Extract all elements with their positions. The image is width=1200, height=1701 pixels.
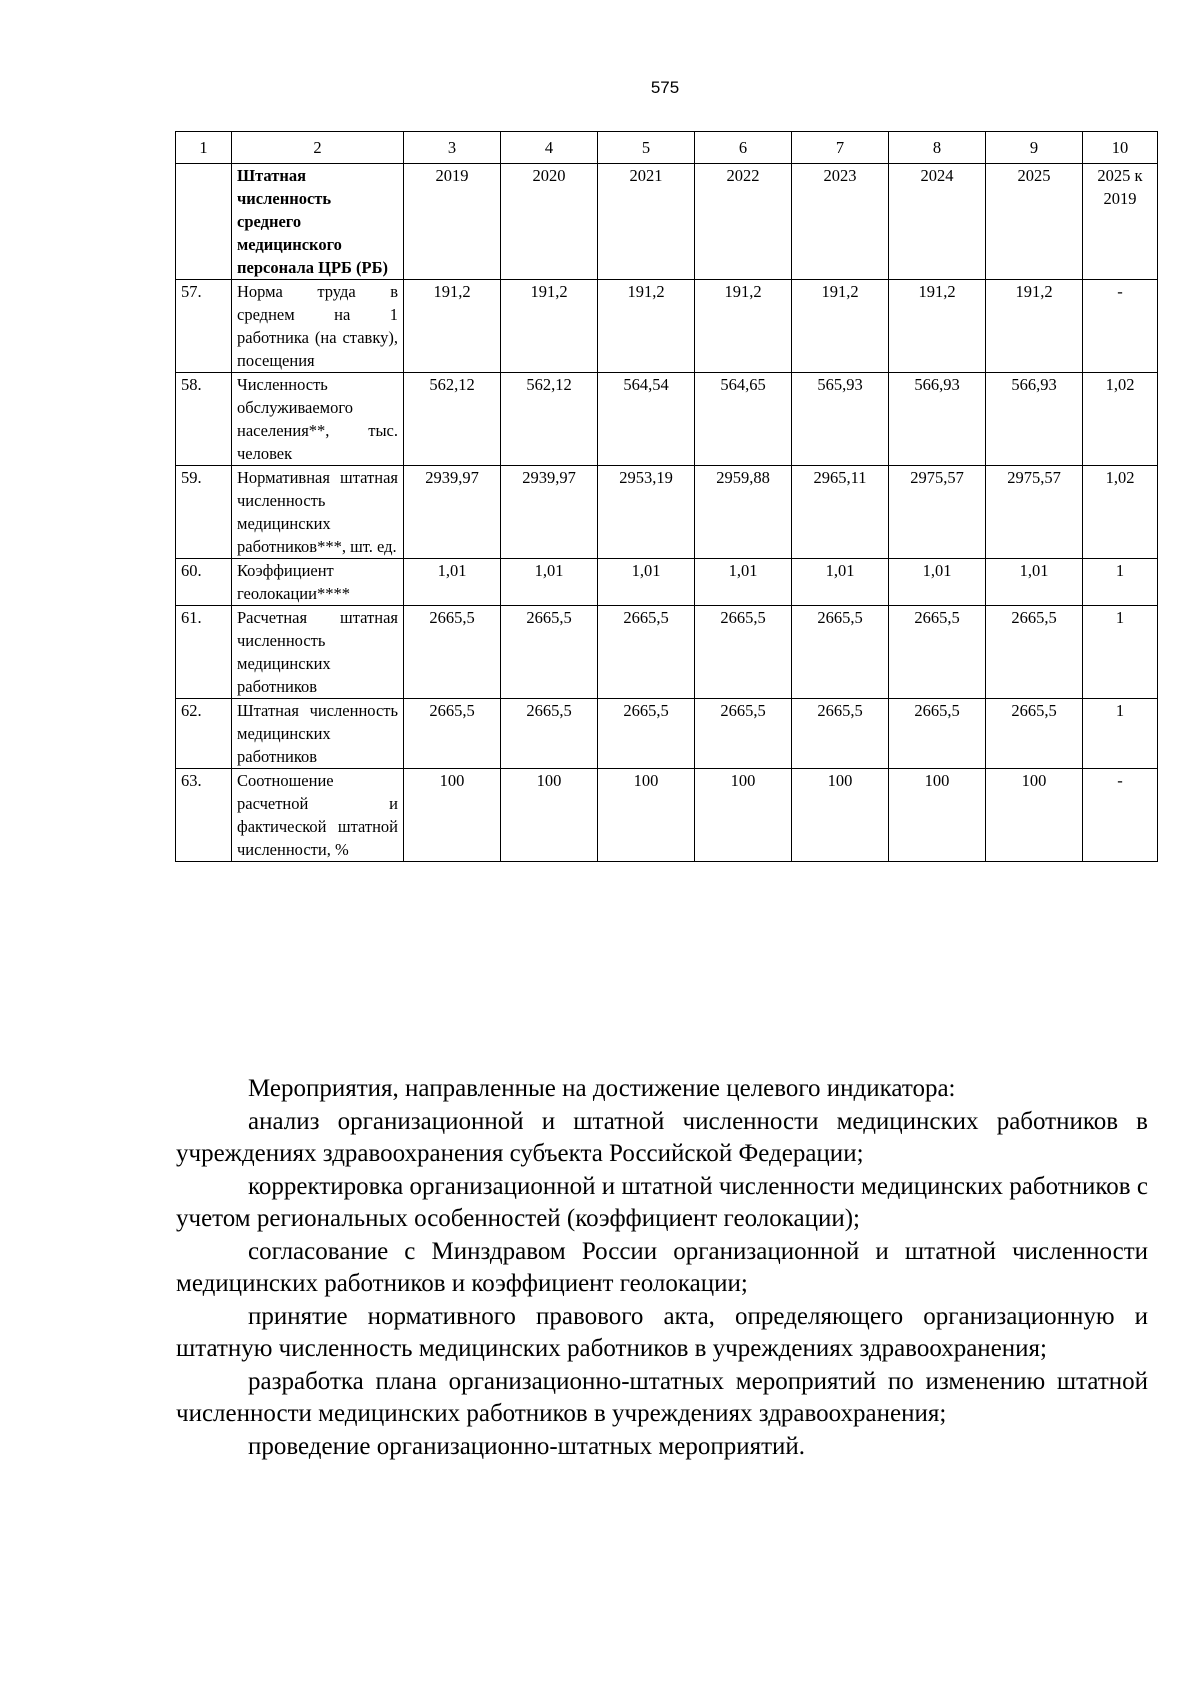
paragraph: принятие нормативного правового акта, определяющего организационную и штатную численность медицинских работников в учреждениях здравоохранения; [176, 1302, 1148, 1362]
value-cell: 2953,19 [598, 466, 695, 559]
row-number-cell: 57. [176, 280, 232, 373]
value-cell: 562,12 [501, 373, 598, 466]
column-number-cell: 4 [501, 132, 598, 164]
value-cell: 1,02 [1083, 466, 1158, 559]
value-cell: 191,2 [404, 280, 501, 373]
value-cell: 2665,5 [695, 699, 792, 769]
value-cell: 2665,5 [404, 606, 501, 699]
value-cell: 100 [986, 769, 1083, 862]
row-label-cell: Соотношение расчетной и фактической штатной численности, % [232, 769, 404, 862]
value-cell: 191,2 [986, 280, 1083, 373]
value-cell: 566,93 [889, 373, 986, 466]
year-cell: 2024 [889, 164, 986, 280]
table-row [176, 769, 1158, 862]
column-number-cell: 7 [792, 132, 889, 164]
table-row [176, 606, 1158, 699]
paragraph: согласование с Минздравом России организационной и штатной численности медицинских работников и коэффициент геолокации; [176, 1237, 1148, 1297]
value-cell: 2939,97 [501, 466, 598, 559]
table-row [176, 466, 1158, 559]
row-label-cell: Нормативная штатная численность медицинских работников***, шт. ед. [232, 466, 404, 559]
table-row [176, 699, 1158, 769]
value-cell: 1 [1083, 559, 1158, 606]
value-cell: 100 [598, 769, 695, 862]
value-cell: 566,93 [986, 373, 1083, 466]
value-cell: 2665,5 [986, 606, 1083, 699]
table-row [176, 373, 1158, 466]
paragraph: Мероприятия, направленные на достижение целевого индикатора: [248, 1075, 956, 1102]
value-cell: 100 [695, 769, 792, 862]
row-number-cell [176, 164, 232, 280]
column-number-cell: 8 [889, 132, 986, 164]
value-cell: 2665,5 [404, 699, 501, 769]
year-cell: 2020 [501, 164, 598, 280]
value-cell: 1,01 [695, 559, 792, 606]
value-cell: 100 [889, 769, 986, 862]
column-number-cell: 9 [986, 132, 1083, 164]
value-cell: - [1083, 280, 1158, 373]
value-cell: 191,2 [695, 280, 792, 373]
value-cell: 2939,97 [404, 466, 501, 559]
row-number-cell: 60. [176, 559, 232, 606]
value-cell: 1,01 [792, 559, 889, 606]
value-cell: 1,02 [1083, 373, 1158, 466]
column-number-cell: 2 [232, 132, 404, 164]
value-cell: 100 [501, 769, 598, 862]
row-number-cell: 58. [176, 373, 232, 466]
table-header-row [176, 132, 1158, 164]
paragraph: корректировка организационной и штатной численности медицинских работников с учетом региональных особенностей (коэффициент геолокации); [176, 1172, 1148, 1232]
value-cell: 1,01 [404, 559, 501, 606]
value-cell: 2665,5 [889, 606, 986, 699]
value-cell: 562,12 [404, 373, 501, 466]
indicator-table [175, 131, 1158, 862]
value-cell: 2959,88 [695, 466, 792, 559]
value-cell: 2665,5 [598, 699, 695, 769]
value-cell: 2665,5 [889, 699, 986, 769]
paragraph: разработка плана организационно-штатных мероприятий по изменению штатной численности медицинских работников в учреждениях здравоохранения; [176, 1367, 1148, 1427]
table-row [176, 559, 1158, 606]
row-label-cell: Расчетная штатная численность медицинских работников [232, 606, 404, 699]
year-cell: 2022 [695, 164, 792, 280]
value-cell: 1 [1083, 606, 1158, 699]
value-cell: 2665,5 [598, 606, 695, 699]
value-cell: 1,01 [986, 559, 1083, 606]
value-cell: 1 [1083, 699, 1158, 769]
table-subheader-row [176, 164, 1158, 280]
row-number-cell: 59. [176, 466, 232, 559]
paragraph: анализ организационной и штатной численности медицинских работников в учреждениях здравоохранения субъекта Российской Федерации; [176, 1107, 1148, 1167]
paragraph: проведение организационно-штатных мероприятий. [248, 1432, 806, 1460]
row-label-cell: Штатная численность среднего медицинского персонала ЦРБ (РБ) [232, 164, 404, 280]
value-cell: 1,01 [598, 559, 695, 606]
row-number-cell: 61. [176, 606, 232, 699]
value-cell: 564,65 [695, 373, 792, 466]
row-label-cell: Численность обслуживаемого населения**, тыс. человек [232, 373, 404, 466]
value-cell: 191,2 [889, 280, 986, 373]
column-number-cell: 3 [404, 132, 501, 164]
value-cell: 191,2 [501, 280, 598, 373]
column-number-cell: 6 [695, 132, 792, 164]
page-number: 575 [650, 78, 680, 97]
column-number-cell: 1 [176, 132, 232, 164]
row-number-cell: 62. [176, 699, 232, 769]
value-cell: 1,01 [501, 559, 598, 606]
row-label-cell: Коэффициент геолокации**** [232, 559, 404, 606]
value-cell: - [1083, 769, 1158, 862]
column-number-cell: 5 [598, 132, 695, 164]
value-cell: 2665,5 [792, 606, 889, 699]
value-cell: 565,93 [792, 373, 889, 466]
year-cell: 2025 к 2019 [1083, 164, 1158, 280]
value-cell: 2665,5 [986, 699, 1083, 769]
value-cell: 2665,5 [792, 699, 889, 769]
value-cell: 2975,57 [986, 466, 1083, 559]
value-cell: 191,2 [792, 280, 889, 373]
year-cell: 2025 [986, 164, 1083, 280]
value-cell: 564,54 [598, 373, 695, 466]
value-cell: 191,2 [598, 280, 695, 373]
row-number-cell: 63. [176, 769, 232, 862]
value-cell: 100 [792, 769, 889, 862]
row-label-cell: Норма труда в среднем на 1 работника (на ставку), посещения [232, 280, 404, 373]
value-cell: 2665,5 [501, 699, 598, 769]
year-cell: 2021 [598, 164, 695, 280]
table-row [176, 280, 1158, 373]
value-cell: 2665,5 [695, 606, 792, 699]
year-cell: 2023 [792, 164, 889, 280]
value-cell: 2965,11 [792, 466, 889, 559]
value-cell: 2975,57 [889, 466, 986, 559]
value-cell: 2665,5 [501, 606, 598, 699]
year-cell: 2019 [404, 164, 501, 280]
row-label-cell: Штатная численность медицинских работников [232, 699, 404, 769]
measures-text [176, 1073, 1148, 1463]
column-number-cell: 10 [1083, 132, 1158, 164]
value-cell: 100 [404, 769, 501, 862]
value-cell: 1,01 [889, 559, 986, 606]
